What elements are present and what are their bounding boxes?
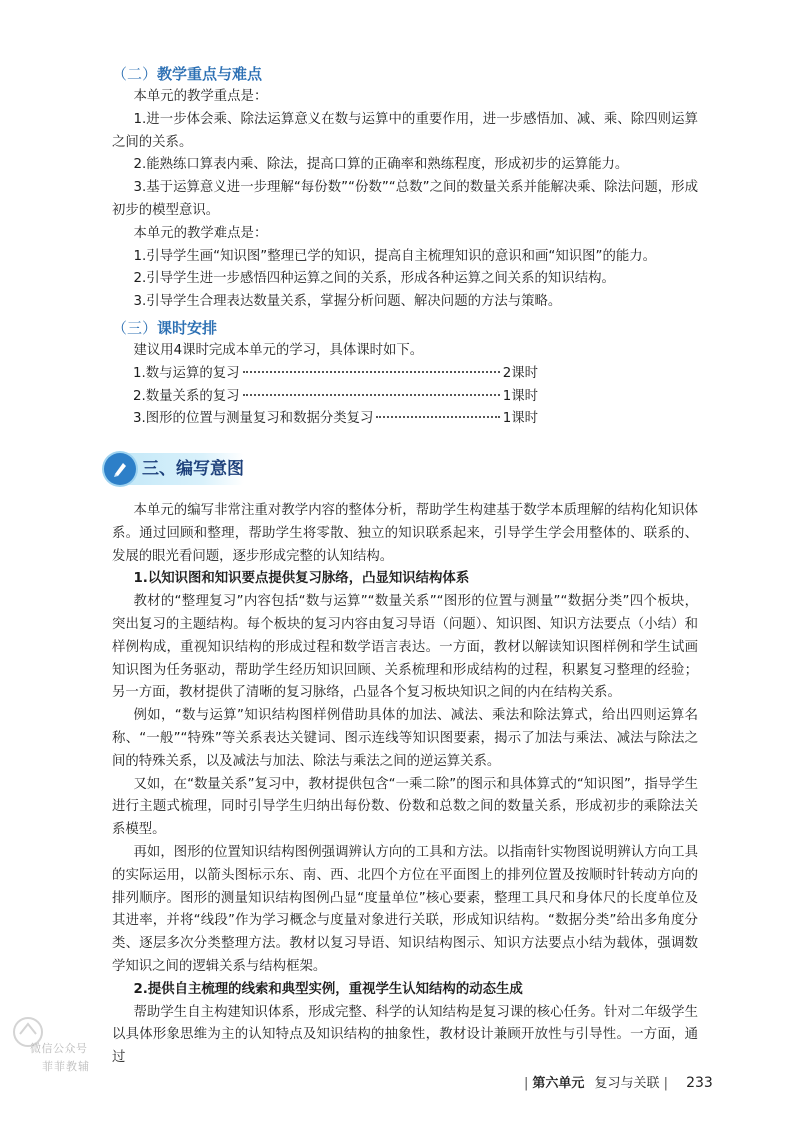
section-heading-schedule: （三）课时安排 [112, 318, 218, 337]
footer-chapter: 复习与关联 [594, 1076, 660, 1091]
section-intent [112, 500, 698, 1070]
paragraph: 又如，在“数量关系”复习中，教材提供包含“一乘二除”的图示和具体算式的“知识图”，指导学生进行主题式梳理，同时引导学生归纳出每份数、份数和总数之间的数量关系，形成初步的乘除法关系模型。 [112, 776, 698, 838]
schedule-list [112, 363, 698, 431]
key-intro: 本单元的教学重点是： [133, 89, 268, 104]
schedule-intro: 建议用4课时完成本单元的学习，具体课时如下。 [133, 342, 424, 358]
section-banner [104, 453, 244, 485]
schedule-row: 3.图形的位置与测量复习和数据分类复习 1课时 [133, 411, 538, 427]
key-point: 1.进一步体会乘、除法运算意义在数与运算中的重要作用，进一步感悟加、减、乘、除四则运算之间的关系。 [112, 111, 698, 150]
intent-intro: 本单元的编写非常注重对教学内容的整体分析，帮助学生构建基于数学本质理解的结构化知识体系。通过回顾和整理，帮助学生将零散、独立的知识联系起来，引导学生学会用整体的、联系的、发展的眼光看问题，逐步形成完整的认知结构。 [112, 503, 698, 564]
watermark: 微信公众号 菲菲教辅 [8, 1012, 118, 1082]
paragraph: 例如，“数与运算”知识结构图样例借助具体的加法、减法、乘法和除法算式，给出四则运算名称、“一般”“特殊”等关系表达关键词、图示连线等知识图要素，揭示了加法与乘法、减法与除法之间的特殊关系，以及减法与加法、除法与乘法之间的逆运算关系。 [112, 708, 698, 769]
paragraph: 帮助学生自主构建知识体系，形成完整、科学的认知结构是复习课的核心任务。针对二年级学生以具体形象思维为主的认知特点及知识结构的抽象性，教材设计兼顾开放性与引导性。一方面，通过 [112, 1004, 698, 1066]
difficulty-point: 1.引导学生画“知识图”整理已学的知识，提高自主梳理知识的意识和画“知识图”的能力。 [133, 248, 657, 264]
section-key-difficult [112, 62, 698, 431]
subsection-title: 2.提供自主梳理的线索和典型实例，重视学生认知结构的动态生成 [133, 981, 523, 997]
footer-unit: 第六单元 [532, 1076, 585, 1091]
schedule-row: 2.数量关系的复习 1课时 [133, 388, 538, 404]
difficulty-point: 2.引导学生进一步感悟四种运算之间的关系，形成各种运算之间关系的知识结构。 [133, 271, 615, 287]
schedule-row: 1.数与运算的复习 2课时 [133, 365, 538, 381]
subsection-title: 1.以知识图和知识要点提供复习脉络，凸显知识结构体系 [133, 571, 470, 587]
banner-title: 三、编写意图 [142, 459, 244, 479]
paragraph: 再如，图形的位置知识结构图例强调辨认方向的工具和方法。以指南针实物图说明辨认方向工具的实际运用，以箭头图标示东、南、西、北四个方位在平面图上的排列位置及按顺时针转动方向的排列顺序。图形的测量知识结构图例凸显“度量单位”核心要素，整理工具尺和身体尺的长度单位及其进率，并将“线段”作为学习概念与度量对象进行关联，形成知识结构。“数据分类”给出多角度分类、逐层多次分类整理方法。教材以复习导语、知识结构图示、知识方法要点小结为载体，强调数学知识之间的逻辑关系与结构框架。 [112, 844, 698, 974]
paragraph: 教材的“整理复习”内容包括“数与运算”“数量关系”“图形的位置与测量”“数据分类”四个板块，突出复习的主题结构。每个板块的复习内容由复习导语（问题）、知识图、知识方法要点（小结）和样例构成，重视知识结构的形成过程和数学语言表达。一方面，教材以解读知识图样例和学生试画知识图为任务驱动，帮助学生经历知识回顾、关系梳理和形成结构的过程，积累复习整理的经验；另一方面，教材提供了清晰的复习脉络，凸显各个复习板块知识之间的内在结构关系。 [112, 594, 698, 701]
pen-icon [104, 453, 136, 485]
key-point: 3.基于运算意义进一步理解“每份数”“份数”“总数”之间的数量关系并能解决乘、除法问题，形成初步的模型意识。 [112, 180, 698, 218]
key-point: 2.能熟练口算表内乘、除法，提高口算的正确率和熟练程度，形成初步的运算能力。 [133, 157, 629, 173]
difficulty-point: 3.引导学生合理表达数量关系，掌握分析问题、解决问题的方法与策略。 [133, 294, 562, 310]
page-footer: | 第六单元 复习与关联 | 233 [524, 1075, 713, 1091]
section-heading-key: （二）教学重点与难点 [112, 65, 263, 83]
difficulty-intro: 本单元的教学难点是： [133, 225, 268, 241]
page-number: 233 [686, 1075, 713, 1091]
